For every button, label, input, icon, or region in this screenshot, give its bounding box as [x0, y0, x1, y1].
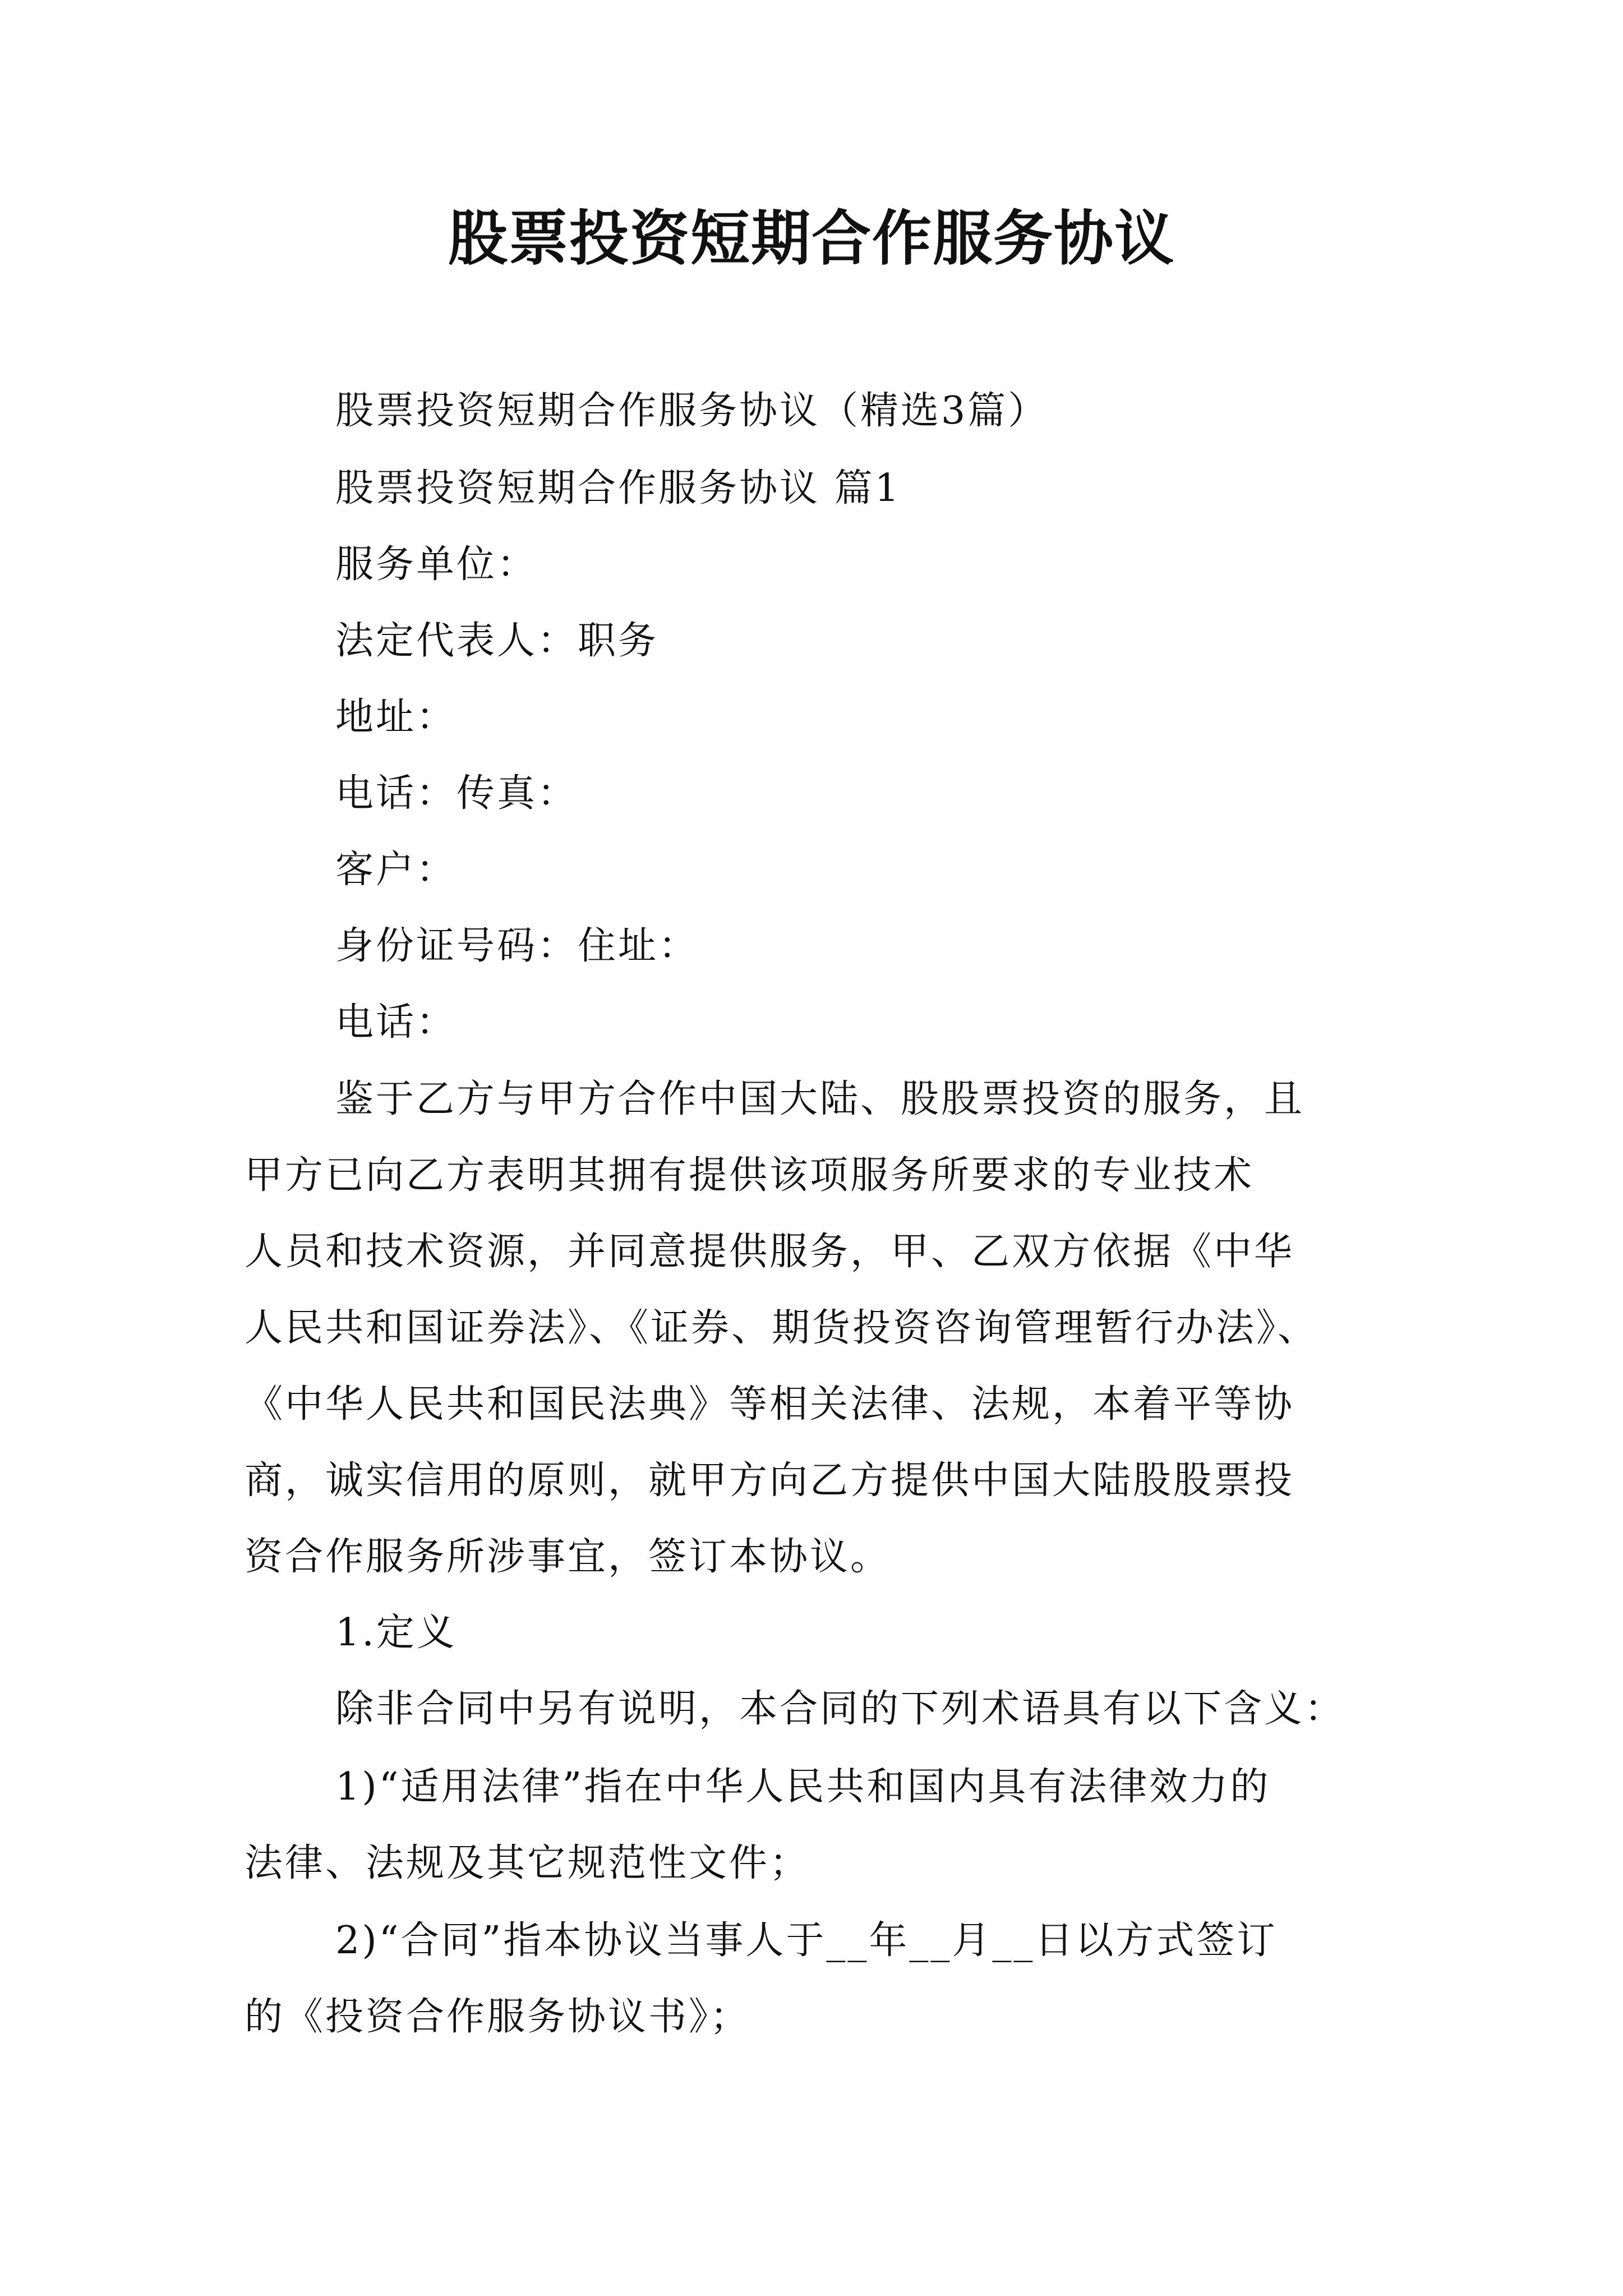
definition-line: 的《投资合作服务协议书》；: [245, 1995, 751, 2039]
client-phone-line: 电话：: [335, 1000, 457, 1045]
preamble-line: 人民共和国证券法》、《证券、期货投资咨询管理暂行办法》、: [245, 1306, 1318, 1350]
section-heading: 1.定义: [335, 1611, 457, 1655]
preamble-line: 《中华人民共和国民法典》等相关法律、法规，本着平等协: [245, 1382, 1295, 1427]
preamble-paragraph: [245, 1061, 1318, 1595]
phone-fax-line: 电话：传真：: [335, 771, 578, 816]
service-unit-line: 服务单位：: [335, 542, 538, 587]
subtitle-line: 股票投资短期合作服务协议（精选3篇）: [335, 389, 1049, 433]
definition-line: 法律、法规及其它规范性文件；: [245, 1841, 810, 1885]
preamble-line: 人员和技术资源，并同意提供服务，甲、乙双方依据《中华: [245, 1230, 1295, 1274]
preamble-line: 甲方已向乙方表明其拥有提供该项服务所要求的专业技术: [245, 1153, 1255, 1198]
section-intro: 除非合同中另有说明，本合同的下列术语具有以下含义：: [335, 1687, 1345, 1731]
client-line: 客户：: [335, 848, 457, 892]
definition-item-2: [245, 1903, 1277, 2055]
address-line: 地址：: [335, 695, 457, 739]
document-title: 股票投资短期合作服务协议: [448, 203, 1175, 273]
id-number-line: 身份证号码：住址：: [335, 924, 699, 968]
definition-item-1: [245, 1749, 1270, 1902]
definition-line: 2)“合同”指本协议当事人于__年__月__日以方式签订: [335, 1918, 1278, 1963]
definition-line: 1)“适用法律”指在中华人民共和国内具有法律效力的: [335, 1765, 1271, 1809]
legal-rep-line: 法定代表人：职务: [335, 619, 659, 663]
section-title-line: 股票投资短期合作服务协议 篇1: [335, 466, 901, 510]
preamble-line: 资合作服务所涉事宜，签订本协议。: [245, 1535, 891, 1579]
preamble-line: 鉴于乙方与甲方合作中国大陆、股股票投资的服务，且: [335, 1077, 1305, 1121]
preamble-line: 商，诚实信用的原则，就甲方向乙方提供中国大陆股股票投: [245, 1458, 1295, 1503]
